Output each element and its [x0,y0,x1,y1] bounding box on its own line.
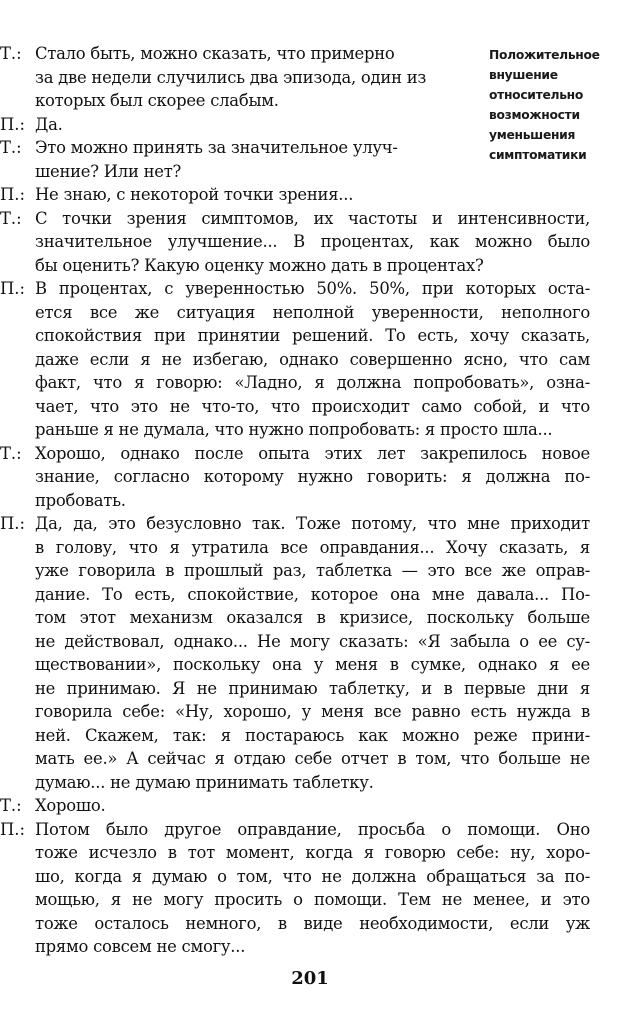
speaker-label: Т.: [0,208,22,228]
dialogue-line: ществовании», поскольку она у меня в сумке, однако я ее [35,655,590,674]
margin-note-line: уменьшения [489,128,576,142]
dialogue-line: Стало быть, можно сказать, что примерно [35,44,395,63]
dialogue-line: раньше я не думала, что нужно попробовать: я просто шла... [35,420,553,439]
page-number: 201 [291,968,329,989]
dialogue-line: не действовал, однако... Не могу сказать: «Я забыла о ее су- [35,631,590,651]
dialogue-line: ней. Скажем, так: я постараюсь как можно реже прини- [35,725,590,745]
dialogue-line: знание, согласно которому нужно говорить: я должна по- [35,467,590,486]
speaker-label: П.: [0,514,26,533]
dialogue-line: факт, что я говорю: «Ладно, я должна попробовать», озна- [35,373,590,392]
dialogue-turn [0,277,590,442]
dialogue-turn [0,183,590,207]
dialogue-turn [0,136,590,183]
speaker-label: Т.: [0,796,22,815]
dialogue-line: прямо совсем не смогу... [35,937,246,956]
dialogue-line: Потом было другое оправдание, просьба о помощи. Оно [35,819,590,839]
dialogue-line: Хорошо, однако после опыта этих лет закрепилось новое [35,443,590,463]
dialogue-line: том этот механизм оказался в кризисе, поскольку больше [35,608,590,627]
dialogue-turn [0,207,590,278]
dialogue-line: в голову, что я утратила все оправдания... Хочу сказать, я [35,537,590,557]
speaker-label: Т.: [0,443,22,463]
dialogue-turn [0,113,590,137]
dialogue-line: даже если я не избегаю, однако совершенно ясно, что сам [35,349,590,369]
dialogue-line: Хорошо. [35,796,106,815]
dialogue-line: дание. То есть, спокойствие, которое она мне давала... По- [35,584,590,604]
speaker-label: П.: [0,185,26,204]
margin-note-line: возможности [489,108,580,122]
dialogue-turn [0,512,590,794]
dialogue-line: Не знаю, с некоторой точки зрения... [35,185,354,204]
dialogue [0,42,590,959]
margin-note-line: внушение [489,68,558,82]
dialogue-line: которых был скорее слабым. [35,91,279,110]
dialogue-turn [0,442,590,513]
dialogue-turn [0,42,590,113]
margin-note-line: симптоматики [489,148,587,162]
dialogue-line: Да, да, это безусловно так. Тоже потому, что мне приходит [35,514,590,533]
dialogue-turn [0,794,590,818]
dialogue-line: думаю... не думаю принимать таблетку. [35,772,374,792]
dialogue-line: за две недели случились два эпизода, один из [35,67,427,87]
dialogue-line: не принимаю. Я не принимаю таблетку, и в первые дни я [35,678,590,698]
dialogue-line: Это можно принять за значительное улуч- [35,138,398,157]
dialogue-line: спокойствия при принятии решений. То есть, хочу сказать, [35,326,590,345]
speaker-label: П.: [0,819,26,839]
dialogue-line: пробовать. [35,490,126,510]
speaker-label: Т.: [0,44,22,63]
dialogue-line: уже говорила в прошлый раз, таблетка — это все же оправ- [35,561,590,580]
dialogue-line: шо, когда я думаю о том, что не должна обращаться за по- [35,866,590,886]
dialogue-line: ется все же ситуация неполной уверенности, неполного [35,302,590,322]
dialogue-line: С точки зрения симптомов, их частоты и интенсивности, [35,208,590,228]
speaker-label: Т.: [0,138,22,157]
dialogue-line: бы оценить? Какую оценку можно дать в процентах? [35,255,484,275]
dialogue-turn [0,818,590,959]
dialogue-line: шение? Или нет? [35,161,182,181]
dialogue-line: говорила себе: «Ну, хорошо, у меня все равно есть нужда в [35,702,590,721]
dialogue-line: чает, что это не что-то, что происходит само собой, и что [35,396,590,416]
speaker-label: П.: [0,114,26,134]
speaker-label: П.: [0,279,26,298]
dialogue-line: мать ее.» А сейчас я отдаю себе отчет в том, что больше не [35,749,590,768]
margin-note-line: относительно [489,88,584,102]
dialogue-line: В процентах, с уверенностью 50%. 50%, при которых оста- [35,279,590,298]
margin-note-line: Положительное [489,48,600,62]
dialogue-line: тоже осталось немного, в виде необходимости, если уж [35,913,590,933]
dialogue-line: значительное улучшение... В процентах, как можно было [35,232,590,251]
dialogue-line: Да. [35,114,63,134]
dialogue-line: мощью, я не могу просить о помощи. Тем не менее, и это [35,890,590,909]
dialogue-line: тоже исчезло в тот момент, когда я говорю себе: ну, хоро- [35,843,590,862]
